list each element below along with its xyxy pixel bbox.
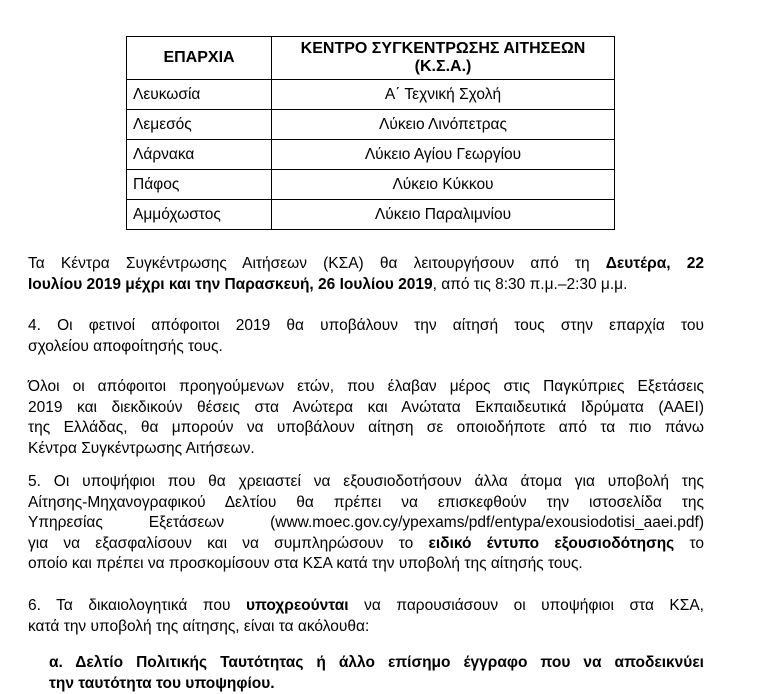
paragraph-line: 4. Οι φετινοί απόφοιτοι 2019 θα υποβάλουν την αίτησή τους στην επαρχία του (28, 316, 704, 337)
text-run: για να εξασφαλίσουν και να συμπληρώσουν το (28, 535, 429, 552)
paragraph-line: Όλοι οι απόφοιτοι προηγούμενων ετών, που έλαβαν μέρος στις Παγκύπριες Εξετάσεις (28, 377, 704, 398)
header-center (272, 37, 615, 80)
district-cell: Αμμόχωστος (127, 200, 272, 230)
paragraph-line (28, 534, 704, 555)
previous-graduates-paragraph (28, 377, 704, 459)
center-cell: Λύκειο Κύκκου (272, 170, 615, 200)
table-row (127, 80, 615, 110)
paragraph-line (28, 596, 704, 617)
center-cell: Λύκειο Αγίου Γεωργίου (272, 140, 615, 170)
paragraph-line: Αίτησης-Μηχανογραφικού Δελτίου θα πρέπει να επισκεφθούν την ιστοσελίδα της (28, 493, 704, 514)
center-cell: Λύκειο Λινόπετρας (272, 110, 615, 140)
text-run: 6. Τα δικαιολογητικά που (28, 597, 246, 614)
district-cell: Πάφος (127, 170, 272, 200)
paragraph-line (28, 275, 704, 296)
paragraph-line: Υπηρεσίας Εξετάσεων (www.moec.gov.cy/ypexams/pdf/entypa/exousiodotisi_aaei.pdf) (28, 513, 704, 534)
paragraph-4 (28, 316, 704, 357)
header-center-line2: (Κ.Σ.Α.) (278, 58, 608, 76)
header-center-line1: ΚΕΝΤΡΟ ΣΥΓΚΕΝΤΡΩΣΗΣ ΑΙΤΗΣΕΩΝ (278, 40, 608, 58)
paragraph-line: 5. Οι υποψήφιοι που θα χρειαστεί να εξουσιοδοτήσουν άλλα άτομα για υποβολή της (28, 472, 704, 493)
text-run: , από τις 8:30 π.μ.–2:30 μ.μ. (433, 276, 628, 293)
paragraph-line: την ταυτότητα του υποψηφίου. (49, 674, 704, 694)
bold-phrase: ειδικό έντυπο εξουσιοδότησης (429, 535, 675, 552)
paragraph-line: σχολείου αποφοίτησής τους. (28, 337, 704, 358)
table-row (127, 140, 615, 170)
paragraph-5 (28, 472, 704, 575)
paragraph-line: Κέντρα Συγκέντρωσης Αιτήσεων. (28, 439, 704, 460)
paragraph-line: κατά την υποβολή της αίτησης, είναι τα ακόλουθα: (28, 617, 704, 638)
paragraph-line (28, 254, 704, 275)
paragraph-6 (28, 596, 704, 637)
center-cell: Λύκειο Παραλιμνίου (272, 200, 615, 230)
item-a (49, 653, 704, 694)
table-row (127, 200, 615, 230)
paragraph-line: οποίο και πρέπει να προσκομίσουν στα ΚΣΑ κατά την υποβολή της αίτησής τους. (28, 554, 704, 575)
text-run: το (674, 535, 704, 552)
table-row (127, 110, 615, 140)
paragraph-line: της Ελλάδας, θα μπορούν να υποβάλουν αίτηση σε οποιοδήποτε από τα πιο πάνω (28, 418, 704, 439)
bold-date: Δευτέρα, 22 (606, 255, 704, 272)
ksa-centers-table (126, 36, 615, 230)
ksa-schedule-paragraph (28, 254, 704, 295)
header-district: ΕΠΑΡΧΙΑ (127, 37, 272, 80)
district-cell: Λευκωσία (127, 80, 272, 110)
district-cell: Λεμεσός (127, 110, 272, 140)
bold-word: υποχρεούνται (246, 597, 349, 614)
text-run: να παρουσιάσουν οι υποψήφιοι στα ΚΣΑ, (349, 597, 704, 614)
paragraph-line: α. Δελτίο Πολιτικής Ταυτότητας ή άλλο επίσημο έγγραφο που να αποδεικνύει (49, 653, 704, 674)
table-row (127, 170, 615, 200)
district-cell: Λάρνακα (127, 140, 272, 170)
center-cell: Α΄ Τεχνική Σχολή (272, 80, 615, 110)
table-header-row (127, 37, 615, 80)
text-run: Τα Κέντρα Συγκέντρωσης Αιτήσεων (ΚΣΑ) θα λειτουργήσουν από τη (28, 255, 606, 272)
bold-date: Ιουλίου 2019 μέχρι και την Παρασκευή, 26 Ιουλίου 2019 (28, 276, 433, 293)
paragraph-line: 2019 και διεκδικούν θέσεις στα Ανώτερα και Ανώτατα Εκπαιδευτικά Ιδρύματα (ΑΑΕΙ) (28, 398, 704, 419)
